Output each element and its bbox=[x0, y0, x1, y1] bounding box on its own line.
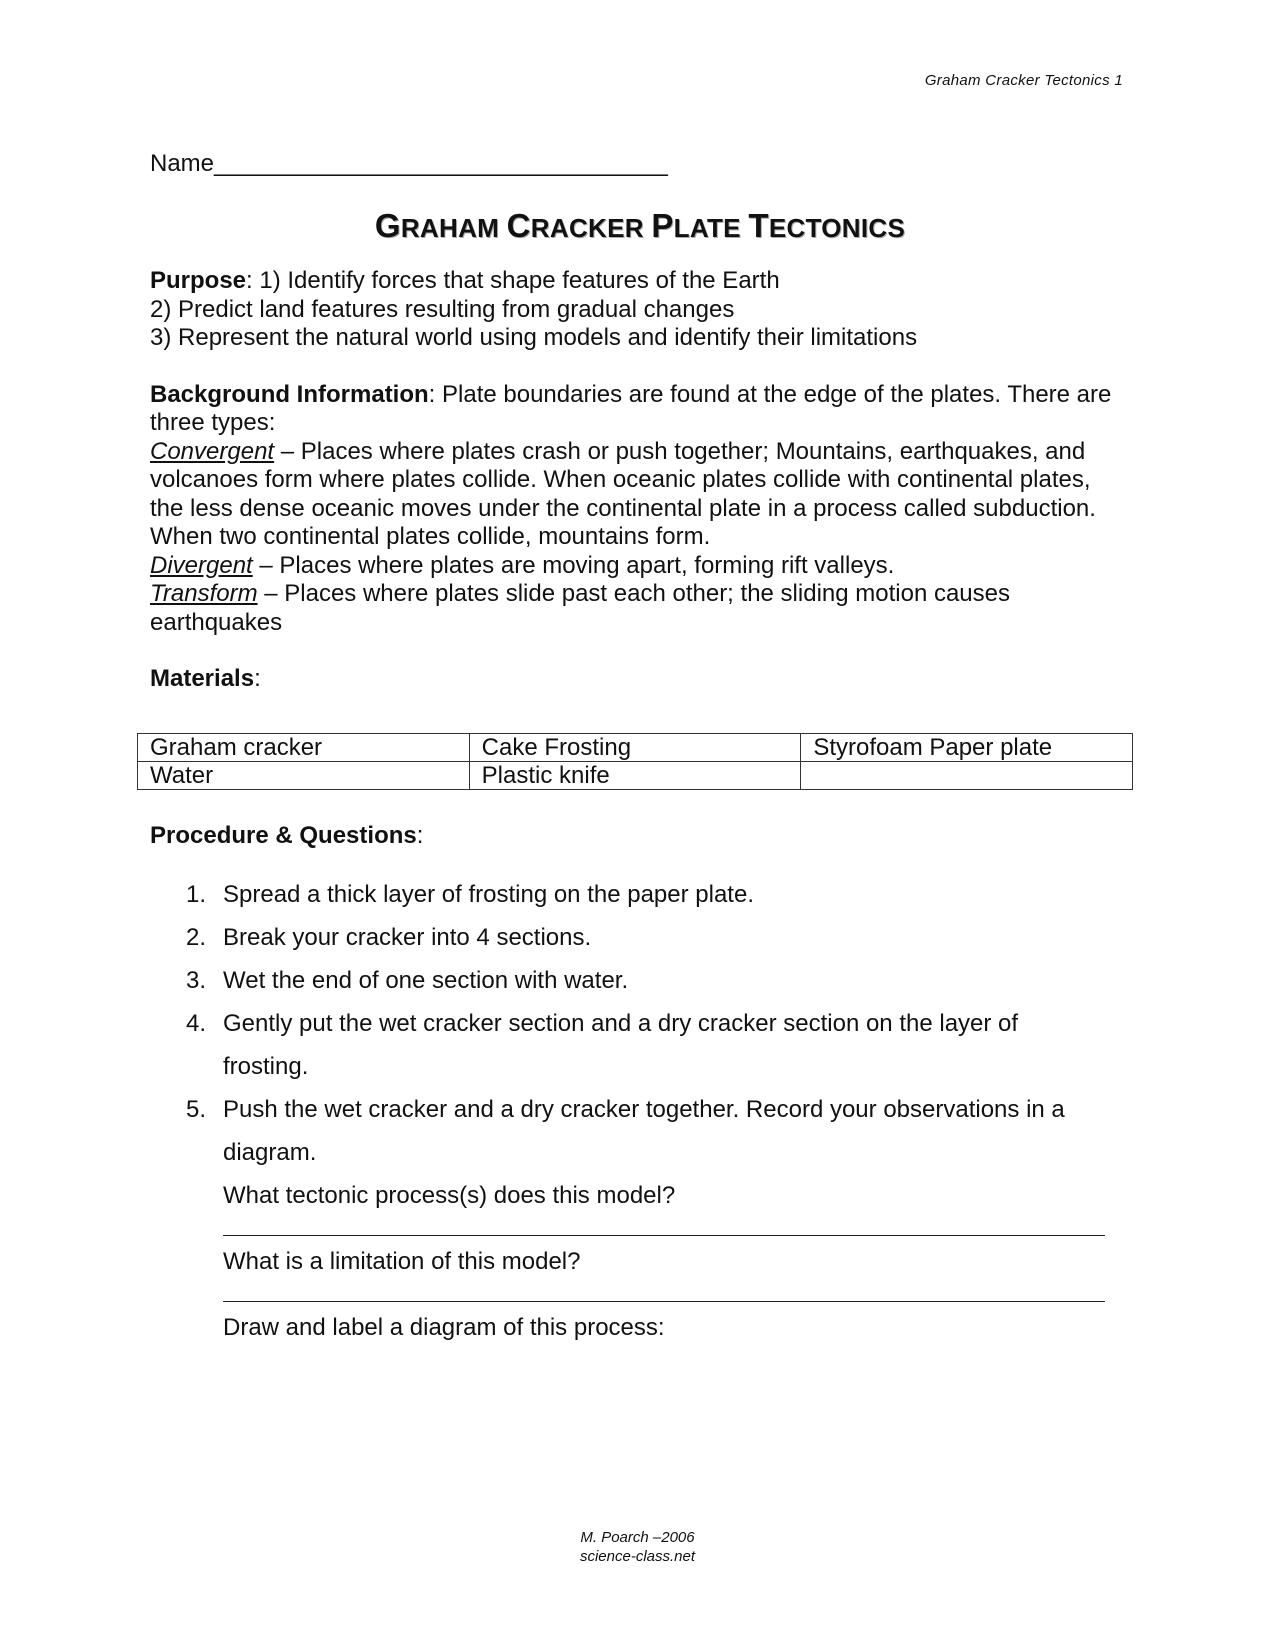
procedure-heading bbox=[150, 822, 423, 850]
list-item bbox=[186, 916, 1106, 959]
procedure-label: Procedure & Questions bbox=[150, 822, 417, 849]
divergent-definition: – Places where plates are moving apart, forming rift valleys. bbox=[252, 551, 895, 579]
step-number: 4. bbox=[186, 1010, 207, 1037]
step-text: Spread a thick layer of frosting on the paper plate. bbox=[223, 881, 754, 908]
list-item bbox=[186, 873, 1106, 916]
purpose-section bbox=[150, 267, 1130, 353]
answer-line-1[interactable] bbox=[223, 1217, 1105, 1236]
transform-term: Transform bbox=[150, 580, 258, 607]
step-number: 1. bbox=[186, 881, 207, 908]
name-field-label: Name__________________________________ bbox=[150, 150, 668, 177]
purpose-line-1: : 1) Identify forces that shape features of the Earth bbox=[246, 267, 780, 294]
purpose-line-2: 2) Predict land features resulting from gradual changes bbox=[150, 295, 735, 323]
title-word-late: LATE bbox=[673, 213, 749, 243]
step-text: Gently put the wet cracker section and a dry cracker section on the layer of frosting. bbox=[223, 1010, 1019, 1080]
step-number: 3. bbox=[186, 967, 207, 994]
transform-definition: – Places where plates slide past each other; the sliding motion causes earthquakes bbox=[150, 580, 1011, 636]
worksheet-content bbox=[150, 148, 1130, 693]
background-label: Background Information bbox=[150, 380, 429, 408]
table-row bbox=[138, 762, 1133, 790]
question-tectonic-process: What tectonic process(s) does this model? bbox=[223, 1182, 676, 1209]
materials-label: Materials bbox=[150, 665, 255, 692]
step-number: 2. bbox=[186, 924, 207, 951]
background-intro: : Plate boundaries are found at the edge of the plates. There are three types: bbox=[150, 380, 1112, 436]
title-initial-g: G bbox=[374, 207, 401, 244]
footer-site: science-class.net bbox=[579, 1548, 696, 1565]
title-word-raham: RAHAM bbox=[400, 213, 507, 243]
page-footer bbox=[0, 1528, 1275, 1566]
list-item bbox=[186, 1002, 1106, 1088]
list-item bbox=[186, 959, 1106, 1002]
step-text: Wet the end of one section with water. bbox=[223, 967, 629, 994]
answer-line-2[interactable] bbox=[223, 1283, 1105, 1302]
step-number: 5. bbox=[186, 1096, 207, 1123]
page-header-note: Graham Cracker Tectonics 1 bbox=[924, 72, 1123, 89]
background-section bbox=[150, 381, 1130, 638]
question-draw-diagram: Draw and label a diagram of this process: bbox=[223, 1314, 665, 1341]
title-initial-p: P bbox=[651, 207, 674, 244]
step-text: Push the wet cracker and a dry cracker together. Record your observations in a diagram. bbox=[223, 1096, 1065, 1166]
convergent-term: Convergent bbox=[150, 437, 275, 465]
step-text: Break your cracker into 4 sections. bbox=[223, 924, 592, 951]
materials-colon: : bbox=[254, 665, 261, 692]
footer-author: M. Poarch –2006 bbox=[580, 1529, 695, 1546]
title-word-racker: RACKER bbox=[530, 213, 652, 243]
table-cell: Water bbox=[138, 762, 470, 790]
materials-heading bbox=[150, 665, 1130, 693]
divergent-term: Divergent bbox=[150, 551, 253, 579]
table-cell: Cake Frosting bbox=[469, 734, 801, 762]
procedure-steps bbox=[186, 873, 1106, 1349]
title-word-ectonics: ECTONICS bbox=[768, 213, 906, 243]
table-cell bbox=[801, 762, 1133, 790]
title-initial-c: C bbox=[506, 207, 531, 244]
procedure-colon: : bbox=[416, 822, 424, 849]
list-item bbox=[186, 1088, 1106, 1174]
title-initial-t: T bbox=[748, 207, 769, 244]
table-row bbox=[138, 734, 1133, 762]
materials-table bbox=[137, 733, 1133, 790]
page-title bbox=[150, 207, 1130, 244]
table-cell: Graham cracker bbox=[138, 734, 470, 762]
purpose-label: Purpose bbox=[150, 267, 247, 294]
table-cell: Plastic knife bbox=[469, 762, 801, 790]
question-model-limitation: What is a limitation of this model? bbox=[223, 1248, 581, 1275]
table-cell: Styrofoam Paper plate bbox=[801, 734, 1133, 762]
purpose-line-3: 3) Represent the natural world using models and identify their limitations bbox=[150, 324, 918, 351]
convergent-definition: – Places where plates crash or push together; Mountains, earthquakes, and volcanoes form where plates collide. When oceanic plates collide with continental plates, the less dense oceanic moves under the continental plate in a process called subduction. When two continental plates collide, mountains form. bbox=[150, 437, 1096, 550]
